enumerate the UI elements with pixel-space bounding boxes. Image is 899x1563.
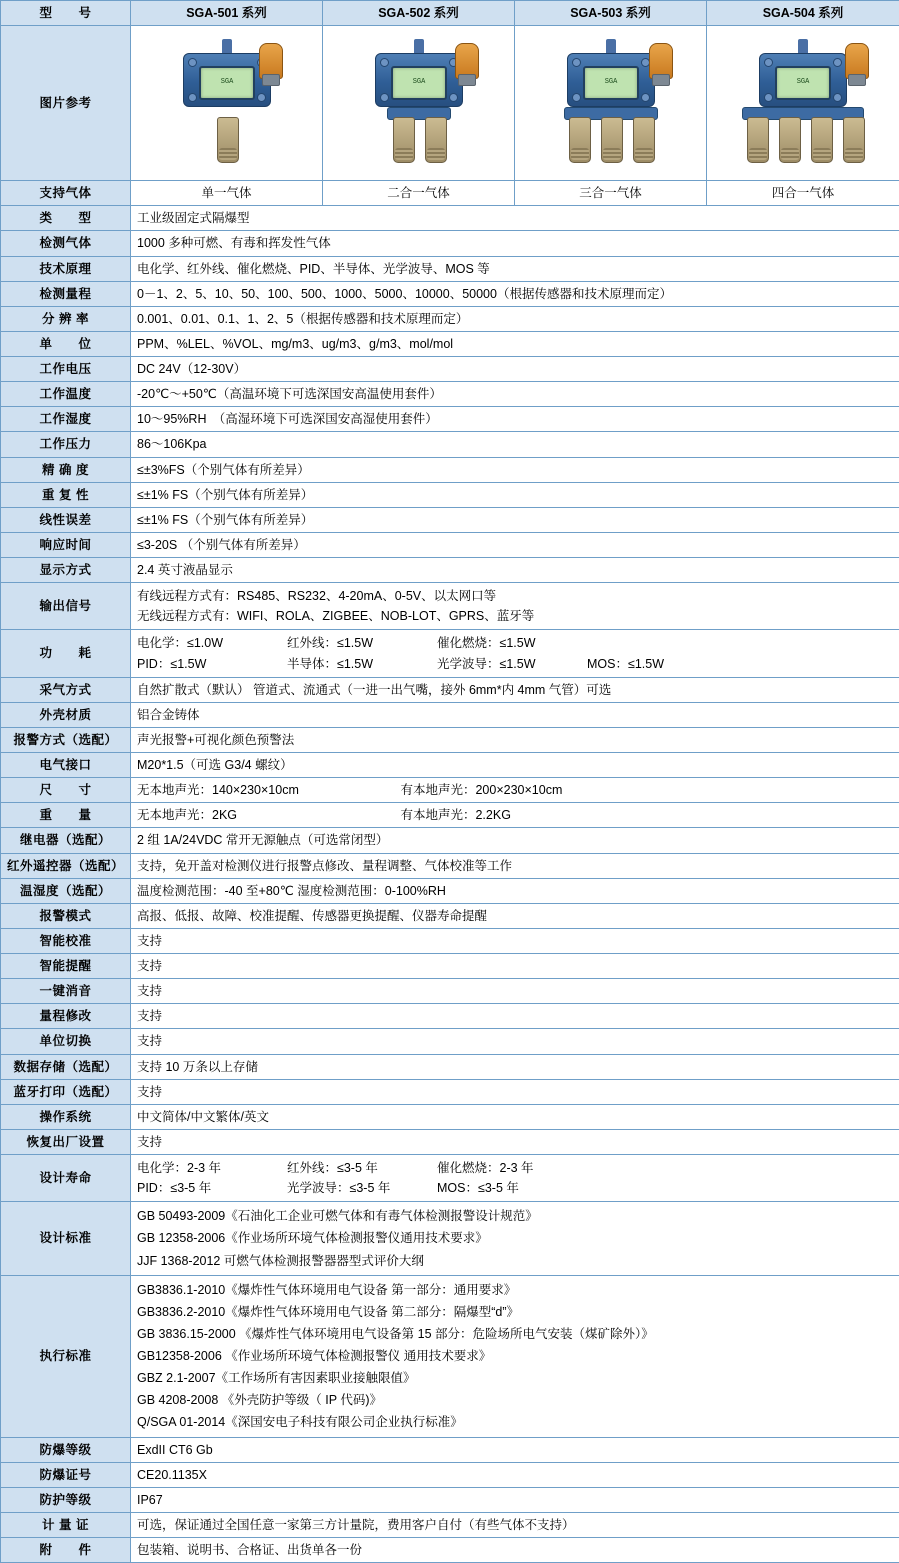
gas-value-2: 二合一气体 bbox=[323, 181, 515, 206]
lifetime-catalytic: 催化燃烧：2-3 年 bbox=[437, 1159, 587, 1177]
row-value-accuracy: ≤±3%FS（个别气体有所差异） bbox=[131, 457, 899, 482]
table-row-os bbox=[1, 1104, 899, 1129]
table-row-voltage bbox=[1, 357, 899, 382]
row-value-display: 2.4 英寸液晶显示 bbox=[131, 558, 899, 583]
product-image-sga-502 bbox=[323, 26, 515, 181]
row-value-ip-rating: IP67 bbox=[131, 1487, 899, 1512]
product-image-sga-503 bbox=[515, 26, 707, 181]
gas-value-1: 单一气体 bbox=[131, 181, 323, 206]
design-standard-3: JJF 1368-2012 可燃气体检测报警器器型式评价大纲 bbox=[137, 1250, 893, 1272]
power-blank-1 bbox=[587, 634, 737, 652]
row-label-remote-control: 红外遥控器（选配） bbox=[1, 853, 131, 878]
product-image-sga-504 bbox=[707, 26, 899, 181]
exec-standard-5: GBZ 2.1-2007《工作场所有害因素职业接触限值》 bbox=[137, 1367, 893, 1389]
row-label-supported-gas: 支持气体 bbox=[1, 181, 131, 206]
detector-screen-text-3: SGA bbox=[585, 77, 637, 87]
lifetime-infrared: 红外线：≤3-5 年 bbox=[287, 1159, 437, 1177]
weight-with-alarm: 有本地声光：2.2KG bbox=[400, 808, 510, 822]
row-label-sampling: 采气方式 bbox=[1, 677, 131, 702]
detector-illustration-2 bbox=[329, 33, 509, 173]
row-label-response-time: 响应时间 bbox=[1, 532, 131, 557]
row-label-temp-humidity-option: 温湿度（选配） bbox=[1, 878, 131, 903]
row-value-linearity: ≤±1% FS（个别气体有所差异） bbox=[131, 507, 899, 532]
table-row-humidity bbox=[1, 407, 899, 432]
model-sga-502: SGA-502 系列 bbox=[323, 1, 515, 26]
row-label-image-reference: 图片参考 bbox=[1, 26, 131, 181]
row-value-repeatability: ≤±1% FS（个别气体有所差异） bbox=[131, 482, 899, 507]
table-row-output-signal bbox=[1, 583, 899, 630]
row-value-voltage: DC 24V（12-30V） bbox=[131, 357, 899, 382]
row-label-type: 类 型 bbox=[1, 206, 131, 231]
model-sga-501: SGA-501 系列 bbox=[131, 1, 323, 26]
row-label-linearity: 线性误差 bbox=[1, 507, 131, 532]
row-label-power: 功 耗 bbox=[1, 630, 131, 677]
lifetime-line-1 bbox=[137, 1158, 893, 1178]
table-row-linearity bbox=[1, 507, 899, 532]
power-catalytic: 催化燃烧：≤1.5W bbox=[437, 634, 587, 652]
table-row-exec-standard bbox=[1, 1275, 899, 1437]
row-value-ex-rating: ExdII CT6 Gb bbox=[131, 1437, 899, 1462]
row-value-temp-humidity-option: 温度检测范围：-40 至+80℃ 湿度检测范围：0-100%RH bbox=[131, 878, 899, 903]
row-value-detect-gas: 1000 多种可燃、有毒和挥发性气体 bbox=[131, 231, 899, 256]
model-sga-504: SGA-504 系列 bbox=[707, 1, 899, 26]
table-row-temperature bbox=[1, 382, 899, 407]
row-label-temperature: 工作温度 bbox=[1, 382, 131, 407]
table-row-size bbox=[1, 778, 899, 803]
row-label-factory-reset: 恢复出厂设置 bbox=[1, 1129, 131, 1154]
row-value-humidity: 10～95%RH （高湿环境下可选深国安高湿使用套件） bbox=[131, 407, 899, 432]
row-label-design-standard: 设计标准 bbox=[1, 1202, 131, 1275]
row-value-electrical-interface: M20*1.5（可选 G3/4 螺纹） bbox=[131, 753, 899, 778]
row-value-pressure: 86～106Kpa bbox=[131, 432, 899, 457]
table-row-temp-humidity-option bbox=[1, 878, 899, 903]
power-mos: MOS：≤1.5W bbox=[587, 655, 737, 673]
product-image-sga-501 bbox=[131, 26, 323, 181]
table-row-detect-gas bbox=[1, 231, 899, 256]
lifetime-mos: MOS：≤3-5 年 bbox=[437, 1179, 587, 1197]
row-label-electrical-interface: 电气接口 bbox=[1, 753, 131, 778]
row-label-ip-rating: 防护等级 bbox=[1, 1487, 131, 1512]
row-value-unit: PPM、%LEL、%VOL、mg/m3、ug/m3、g/m3、mol/mol bbox=[131, 331, 899, 356]
table-row-unit bbox=[1, 331, 899, 356]
row-value-resolution: 0.001、0.01、0.1、1、2、5（根据传感器和技术原理而定） bbox=[131, 306, 899, 331]
row-label-range-modify: 量程修改 bbox=[1, 1004, 131, 1029]
row-value-relay: 2 组 1A/24VDC 常开无源触点（可选常闭型） bbox=[131, 828, 899, 853]
table-row-electrical-interface bbox=[1, 753, 899, 778]
table-row-supported-gas bbox=[1, 181, 899, 206]
detector-screen-text-4: SGA bbox=[777, 77, 829, 87]
table-row-relay bbox=[1, 828, 899, 853]
size-with-alarm: 有本地声光：200×230×10cm bbox=[400, 783, 562, 797]
exec-standard-1: GB3836.1-2010《爆炸性气体环境用电气设备 第一部分：通用要求》 bbox=[137, 1279, 893, 1301]
power-line-2 bbox=[137, 654, 893, 674]
detector-illustration-1 bbox=[137, 33, 317, 173]
table-row-resolution bbox=[1, 306, 899, 331]
table-row-data-storage bbox=[1, 1054, 899, 1079]
row-label-accuracy: 精 确 度 bbox=[1, 457, 131, 482]
exec-standard-2: GB3836.2-2010《爆炸性气体环境用电气设备 第二部分：隔爆型“d”》 bbox=[137, 1301, 893, 1323]
power-infrared: 红外线：≤1.5W bbox=[287, 634, 437, 652]
table-row-smart-calibration bbox=[1, 928, 899, 953]
table-row-images bbox=[1, 26, 899, 181]
row-value-metrology-certificate: 可选，保证通过全国任意一家第三方计量院，费用客户自付（有些气体不支持） bbox=[131, 1512, 899, 1537]
power-line-1 bbox=[137, 633, 893, 653]
table-row-one-key-mute bbox=[1, 979, 899, 1004]
row-value-size bbox=[131, 778, 899, 803]
exec-standard-6: GB 4208-2008 《外壳防护等级（ IP 代码)》 bbox=[137, 1389, 893, 1411]
gas-value-4: 四合一气体 bbox=[707, 181, 899, 206]
row-value-range-modify: 支持 bbox=[131, 1004, 899, 1029]
row-label-display: 显示方式 bbox=[1, 558, 131, 583]
table-row-display bbox=[1, 558, 899, 583]
row-label-weight: 重 量 bbox=[1, 803, 131, 828]
row-value-data-storage: 支持 10 万条以上存储 bbox=[131, 1054, 899, 1079]
table-row-lifetime bbox=[1, 1155, 899, 1202]
exec-standard-3: GB 3836.15-2000 《爆炸性气体环境用电气设备第 15 部分：危险场所电气安装（煤矿除外）》 bbox=[137, 1323, 893, 1345]
gas-value-3: 三合一气体 bbox=[515, 181, 707, 206]
table-row-accessories bbox=[1, 1538, 899, 1563]
table-row-alarm-method bbox=[1, 727, 899, 752]
table-row-range bbox=[1, 281, 899, 306]
table-row-ex-certificate bbox=[1, 1462, 899, 1487]
row-value-design-standard bbox=[131, 1202, 899, 1275]
row-label-resolution: 分 辨 率 bbox=[1, 306, 131, 331]
row-value-output-signal bbox=[131, 583, 899, 630]
table-row-power bbox=[1, 630, 899, 677]
exec-standard-4: GB12358-2006 《作业场所环境气体检测报警仪 通用技术要求》 bbox=[137, 1345, 893, 1367]
table-row-smart-reminder bbox=[1, 954, 899, 979]
row-label-lifetime: 设计寿命 bbox=[1, 1155, 131, 1202]
lifetime-pid: PID：≤3-5 年 bbox=[137, 1179, 287, 1197]
detector-illustration-4 bbox=[713, 33, 893, 173]
table-row-type bbox=[1, 206, 899, 231]
lifetime-blank-1 bbox=[587, 1159, 737, 1177]
lifetime-blank-2 bbox=[587, 1179, 737, 1197]
table-row-repeatability bbox=[1, 482, 899, 507]
row-label-model: 型 号 bbox=[1, 1, 131, 26]
detector-screen-text-1: SGA bbox=[201, 77, 253, 87]
row-label-exec-standard: 执行标准 bbox=[1, 1275, 131, 1437]
row-label-one-key-mute: 一键消音 bbox=[1, 979, 131, 1004]
row-value-ex-certificate: CE20.1135X bbox=[131, 1462, 899, 1487]
row-label-repeatability: 重 复 性 bbox=[1, 482, 131, 507]
table-row-alarm-mode bbox=[1, 903, 899, 928]
lifetime-electrochemical: 电化学：2-3 年 bbox=[137, 1159, 287, 1177]
row-label-humidity: 工作湿度 bbox=[1, 407, 131, 432]
power-semiconductor: 半导体：≤1.5W bbox=[287, 655, 437, 673]
row-value-smart-reminder: 支持 bbox=[131, 954, 899, 979]
row-value-alarm-method: 声光报警+可视化颜色预警法 bbox=[131, 727, 899, 752]
row-label-detect-gas: 检测气体 bbox=[1, 231, 131, 256]
row-label-metrology-certificate: 计 量 证 bbox=[1, 1512, 131, 1537]
table-row-weight bbox=[1, 803, 899, 828]
power-pid: PID：≤1.5W bbox=[137, 655, 287, 673]
row-label-housing: 外壳材质 bbox=[1, 702, 131, 727]
row-value-one-key-mute: 支持 bbox=[131, 979, 899, 1004]
row-value-accessories: 包装箱、说明书、合格证、出货单各一份 bbox=[131, 1538, 899, 1563]
row-value-lifetime bbox=[131, 1155, 899, 1202]
table-row-design-standard bbox=[1, 1202, 899, 1275]
row-label-unit: 单 位 bbox=[1, 331, 131, 356]
row-label-alarm-method: 报警方式（选配） bbox=[1, 727, 131, 752]
table-row-metrology-certificate bbox=[1, 1512, 899, 1537]
row-label-alarm-mode: 报警模式 bbox=[1, 903, 131, 928]
table-row-bluetooth-print bbox=[1, 1079, 899, 1104]
row-value-range: 0－1、2、5、10、50、100、500、1000、5000、10000、50000（根据传感器和技术原理而定） bbox=[131, 281, 899, 306]
table-row-ip-rating bbox=[1, 1487, 899, 1512]
table-row-remote-control bbox=[1, 853, 899, 878]
row-label-data-storage: 数据存储（选配） bbox=[1, 1054, 131, 1079]
row-value-alarm-mode: 高报、低报、故障、校准提醒、传感器更换提醒、仪器寿命提醒 bbox=[131, 903, 899, 928]
row-label-size: 尺 寸 bbox=[1, 778, 131, 803]
table-row-pressure bbox=[1, 432, 899, 457]
power-optical-waveguide: 光学波导：≤1.5W bbox=[437, 655, 587, 673]
row-value-response-time: ≤3-20S （个别气体有所差异） bbox=[131, 532, 899, 557]
table-row-response-time bbox=[1, 532, 899, 557]
row-label-bluetooth-print: 蓝牙打印（选配） bbox=[1, 1079, 131, 1104]
size-without-alarm: 无本地声光：140×230×10cm bbox=[137, 781, 397, 799]
row-label-unit-switch: 单位切换 bbox=[1, 1029, 131, 1054]
row-label-output-signal: 输出信号 bbox=[1, 583, 131, 630]
model-sga-503: SGA-503 系列 bbox=[515, 1, 707, 26]
lifetime-line-2 bbox=[137, 1178, 893, 1198]
output-signal-wired: 有线远程方式有：RS485、RS232、4-20mA、0-5V、以太网口等 bbox=[137, 586, 893, 606]
table-row-accuracy bbox=[1, 457, 899, 482]
detector-illustration-3 bbox=[521, 33, 701, 173]
row-value-technology: 电化学、红外线、催化燃烧、PID、半导体、光学波导、MOS 等 bbox=[131, 256, 899, 281]
table-row-range-modify bbox=[1, 1004, 899, 1029]
row-value-temperature: -20℃～+50℃（高温环境下可选深国安高温使用套件） bbox=[131, 382, 899, 407]
table-row-housing bbox=[1, 702, 899, 727]
row-label-smart-reminder: 智能提醒 bbox=[1, 954, 131, 979]
row-label-range: 检测量程 bbox=[1, 281, 131, 306]
row-value-power bbox=[131, 630, 899, 677]
row-label-ex-rating: 防爆等级 bbox=[1, 1437, 131, 1462]
design-standard-1: GB 50493-2009《石油化工企业可燃气体和有毒气体检测报警设计规范》 bbox=[137, 1205, 893, 1227]
row-value-remote-control: 支持，免开盖对检测仪进行报警点修改、量程调整、气体校准等工作 bbox=[131, 853, 899, 878]
exec-standard-7: Q/SGA 01-2014《深国安电子科技有限公司企业执行标准》 bbox=[137, 1411, 893, 1433]
row-value-smart-calibration: 支持 bbox=[131, 928, 899, 953]
table-row-unit-switch bbox=[1, 1029, 899, 1054]
power-electrochemical: 电化学：≤1.0W bbox=[137, 634, 287, 652]
row-label-voltage: 工作电压 bbox=[1, 357, 131, 382]
output-signal-wireless: 无线远程方式有：WIFI、ROLA、ZIGBEE、NOB-LOT、GPRS、蓝牙等 bbox=[137, 606, 893, 626]
lifetime-optical-waveguide: 光学波导：≤3-5 年 bbox=[287, 1179, 437, 1197]
row-label-smart-calibration: 智能校准 bbox=[1, 928, 131, 953]
row-value-housing: 铝合金铸体 bbox=[131, 702, 899, 727]
row-label-pressure: 工作压力 bbox=[1, 432, 131, 457]
row-value-type: 工业级固定式隔爆型 bbox=[131, 206, 899, 231]
row-value-weight bbox=[131, 803, 899, 828]
table-row-ex-rating bbox=[1, 1437, 899, 1462]
table-row-technology bbox=[1, 256, 899, 281]
row-value-factory-reset: 支持 bbox=[131, 1129, 899, 1154]
detector-screen-text-2: SGA bbox=[393, 77, 445, 87]
row-label-relay: 继电器（选配） bbox=[1, 828, 131, 853]
weight-without-alarm: 无本地声光：2KG bbox=[137, 806, 397, 824]
row-value-sampling: 自然扩散式（默认） 管道式、流通式（一进一出气嘴，接外 6mm*内 4mm 气管）可选 bbox=[131, 677, 899, 702]
row-value-unit-switch: 支持 bbox=[131, 1029, 899, 1054]
row-value-exec-standard bbox=[131, 1275, 899, 1437]
row-label-ex-certificate: 防爆证号 bbox=[1, 1462, 131, 1487]
table-row-model bbox=[1, 1, 899, 26]
row-label-os: 操作系统 bbox=[1, 1104, 131, 1129]
row-label-technology: 技术原理 bbox=[1, 256, 131, 281]
table-row-sampling bbox=[1, 677, 899, 702]
table-row-factory-reset bbox=[1, 1129, 899, 1154]
row-value-os: 中文简体/中文繁体/英文 bbox=[131, 1104, 899, 1129]
row-value-bluetooth-print: 支持 bbox=[131, 1079, 899, 1104]
row-label-accessories: 附 件 bbox=[1, 1538, 131, 1563]
design-standard-2: GB 12358-2006《作业场所环境气体检测报警仪通用技术要求》 bbox=[137, 1227, 893, 1249]
